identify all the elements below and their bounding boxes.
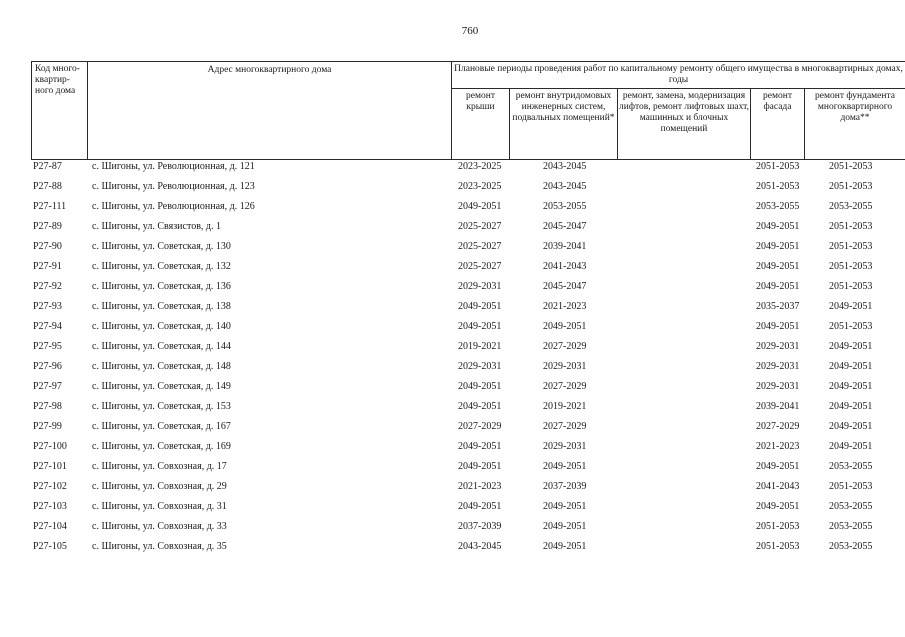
table-row: [33, 297, 905, 317]
header-code: Код много-квартир-ного дома: [32, 62, 88, 160]
cell-engineering: 2019-2021: [543, 401, 587, 412]
cell-address: с. Шигоны, ул. Связистов, д. 1: [92, 221, 221, 232]
cell-code: Р27-100: [33, 441, 67, 452]
cell-engineering: 2027-2029: [543, 381, 587, 392]
cell-code: Р27-95: [33, 341, 62, 352]
table-row: [33, 157, 905, 177]
cell-foundation: 2051-2053: [829, 481, 873, 492]
cell-code: Р27-101: [33, 461, 67, 472]
cell-code: Р27-94: [33, 321, 62, 332]
cell-roof: 2025-2027: [458, 241, 502, 252]
cell-foundation: 2051-2053: [829, 321, 873, 332]
table-row: [33, 477, 905, 497]
cell-engineering: 2029-2031: [543, 441, 587, 452]
cell-facade: 2027-2029: [756, 421, 800, 432]
cell-code: Р27-87: [33, 161, 62, 172]
cell-address: с. Шигоны, ул. Совхозная, д. 17: [92, 461, 227, 472]
table-row: [33, 317, 905, 337]
cell-engineering: 2053-2055: [543, 201, 587, 212]
cell-roof: 2049-2051: [458, 301, 502, 312]
cell-roof: 2021-2023: [458, 481, 502, 492]
cell-engineering: 2041-2043: [543, 261, 587, 272]
table-row: [33, 217, 905, 237]
cell-roof: 2049-2051: [458, 201, 502, 212]
cell-code: Р27-105: [33, 541, 67, 552]
cell-foundation: 2051-2053: [829, 161, 873, 172]
cell-address: с. Шигоны, ул. Советская, д. 140: [92, 321, 231, 332]
cell-code: Р27-103: [33, 501, 67, 512]
cell-roof: 2029-2031: [458, 281, 502, 292]
cell-foundation: 2051-2053: [829, 181, 873, 192]
cell-address: с. Шигоны, ул. Совхозная, д. 31: [92, 501, 227, 512]
cell-code: Р27-90: [33, 241, 62, 252]
cell-foundation: 2053-2055: [829, 541, 873, 552]
cell-foundation: 2051-2053: [829, 221, 873, 232]
cell-engineering: 2029-2031: [543, 361, 587, 372]
header-roof: ремонт крыши: [452, 89, 510, 160]
header-address: Адрес многоквартирного дома: [88, 62, 452, 160]
cell-address: с. Шигоны, ул. Советская, д. 138: [92, 301, 231, 312]
cell-roof: 2049-2051: [458, 401, 502, 412]
cell-address: с. Шигоны, ул. Советская, д. 169: [92, 441, 231, 452]
cell-engineering: 2049-2051: [543, 461, 587, 472]
cell-roof: 2037-2039: [458, 521, 502, 532]
cell-address: с. Шигоны, ул. Революционная, д. 123: [92, 181, 255, 192]
cell-facade: 2049-2051: [756, 221, 800, 232]
cell-code: Р27-91: [33, 261, 62, 272]
cell-address: с. Шигоны, ул. Советская, д. 148: [92, 361, 231, 372]
cell-facade: 2021-2023: [756, 441, 800, 452]
table-row: [33, 397, 905, 417]
table-row: [33, 177, 905, 197]
cell-facade: 2051-2053: [756, 541, 800, 552]
cell-engineering: 2049-2051: [543, 501, 587, 512]
table-row: [33, 257, 905, 277]
cell-foundation: 2051-2053: [829, 281, 873, 292]
cell-foundation: 2053-2055: [829, 521, 873, 532]
cell-facade: 2053-2055: [756, 201, 800, 212]
table-row: [33, 277, 905, 297]
table-header: [31, 61, 905, 160]
cell-address: с. Шигоны, ул. Советская, д. 130: [92, 241, 231, 252]
cell-facade: 2051-2053: [756, 161, 800, 172]
header-engineering: ремонт внутридомовых инженерных систем, подвальных помещений*: [510, 89, 618, 160]
table-row: [33, 537, 905, 557]
cell-address: с. Шигоны, ул. Совхозная, д. 29: [92, 481, 227, 492]
cell-code: Р27-104: [33, 521, 67, 532]
cell-facade: 2029-2031: [756, 341, 800, 352]
cell-code: Р27-111: [33, 201, 67, 212]
cell-address: с. Шигоны, ул. Советская, д. 153: [92, 401, 231, 412]
cell-roof: 2049-2051: [458, 461, 502, 472]
cell-address: с. Шигоны, ул. Советская, д. 149: [92, 381, 231, 392]
header-foundation: ремонт фундамента многоквартирного дома**: [805, 89, 905, 160]
cell-engineering: 2027-2029: [543, 341, 587, 352]
table-row: [33, 377, 905, 397]
cell-code: Р27-89: [33, 221, 62, 232]
cell-engineering: 2049-2051: [543, 321, 587, 332]
cell-roof: 2049-2051: [458, 381, 502, 392]
cell-roof: 2049-2051: [458, 321, 502, 332]
cell-foundation: 2049-2051: [829, 361, 873, 372]
cell-foundation: 2049-2051: [829, 421, 873, 432]
cell-foundation: 2053-2055: [829, 461, 873, 472]
cell-foundation: 2049-2051: [829, 401, 873, 412]
cell-facade: 2049-2051: [756, 321, 800, 332]
table-row: [33, 417, 905, 437]
cell-engineering: 2037-2039: [543, 481, 587, 492]
table-row: [33, 437, 905, 457]
cell-roof: 2027-2029: [458, 421, 502, 432]
cell-code: Р27-98: [33, 401, 62, 412]
cell-foundation: 2049-2051: [829, 341, 873, 352]
cell-roof: 2029-2031: [458, 361, 502, 372]
cell-engineering: 2027-2029: [543, 421, 587, 432]
cell-facade: 2029-2031: [756, 381, 800, 392]
table-row: [33, 357, 905, 377]
cell-code: Р27-96: [33, 361, 62, 372]
cell-code: Р27-93: [33, 301, 62, 312]
header-lifts: ремонт, замена, модернизация лифтов, ремонт лифтовых шахт, машинных и блочных помещений: [618, 89, 751, 160]
page-number: 760: [461, 25, 479, 37]
cell-facade: 2049-2051: [756, 241, 800, 252]
cell-roof: 2025-2027: [458, 221, 502, 232]
cell-address: с. Шигоны, ул. Советская, д. 136: [92, 281, 231, 292]
cell-foundation: 2051-2053: [829, 261, 873, 272]
table-row: [33, 337, 905, 357]
table-body: [33, 157, 905, 557]
cell-facade: 2049-2051: [756, 281, 800, 292]
cell-address: с. Шигоны, ул. Совхозная, д. 35: [92, 541, 227, 552]
table-row: [33, 197, 905, 217]
cell-foundation: 2049-2051: [829, 301, 873, 312]
cell-engineering: 2045-2047: [543, 281, 587, 292]
cell-address: с. Шигоны, ул. Революционная, д. 121: [92, 161, 255, 172]
cell-foundation: 2053-2055: [829, 501, 873, 512]
header-facade: ремонт фасада: [751, 89, 805, 160]
cell-engineering: 2049-2051: [543, 541, 587, 552]
table-row: [33, 457, 905, 477]
cell-facade: 2051-2053: [756, 181, 800, 192]
cell-engineering: 2021-2023: [543, 301, 587, 312]
cell-roof: 2049-2051: [458, 441, 502, 452]
cell-facade: 2049-2051: [756, 501, 800, 512]
cell-address: с. Шигоны, ул. Советская, д. 167: [92, 421, 231, 432]
cell-roof: 2049-2051: [458, 501, 502, 512]
cell-facade: 2029-2031: [756, 361, 800, 372]
cell-address: с. Шигоны, ул. Революционная, д. 126: [92, 201, 255, 212]
cell-facade: 2039-2041: [756, 401, 800, 412]
cell-code: Р27-88: [33, 181, 62, 192]
cell-engineering: 2045-2047: [543, 221, 587, 232]
cell-code: Р27-102: [33, 481, 67, 492]
cell-foundation: 2049-2051: [829, 381, 873, 392]
cell-facade: 2049-2051: [756, 261, 800, 272]
cell-roof: 2043-2045: [458, 541, 502, 552]
cell-foundation: 2051-2053: [829, 241, 873, 252]
cell-facade: 2051-2053: [756, 521, 800, 532]
cell-code: Р27-99: [33, 421, 62, 432]
cell-address: с. Шигоны, ул. Советская, д. 144: [92, 341, 231, 352]
cell-code: Р27-97: [33, 381, 62, 392]
cell-engineering: 2043-2045: [543, 161, 587, 172]
table-row: [33, 517, 905, 537]
cell-address: с. Шигоны, ул. Совхозная, д. 33: [92, 521, 227, 532]
cell-roof: 2023-2025: [458, 161, 502, 172]
cell-foundation: 2053-2055: [829, 201, 873, 212]
cell-engineering: 2039-2041: [543, 241, 587, 252]
cell-roof: 2023-2025: [458, 181, 502, 192]
cell-foundation: 2049-2051: [829, 441, 873, 452]
cell-facade: 2049-2051: [756, 461, 800, 472]
cell-code: Р27-92: [33, 281, 62, 292]
cell-facade: 2041-2043: [756, 481, 800, 492]
header-group: Плановые периоды проведения работ по капитальному ремонту общего имущества в многоквартирных домах, годы: [452, 62, 905, 89]
cell-roof: 2019-2021: [458, 341, 502, 352]
cell-engineering: 2049-2051: [543, 521, 587, 532]
table-row: [33, 497, 905, 517]
cell-facade: 2035-2037: [756, 301, 800, 312]
cell-roof: 2025-2027: [458, 261, 502, 272]
cell-address: с. Шигоны, ул. Советская, д. 132: [92, 261, 231, 272]
cell-engineering: 2043-2045: [543, 181, 587, 192]
table-row: [33, 237, 905, 257]
